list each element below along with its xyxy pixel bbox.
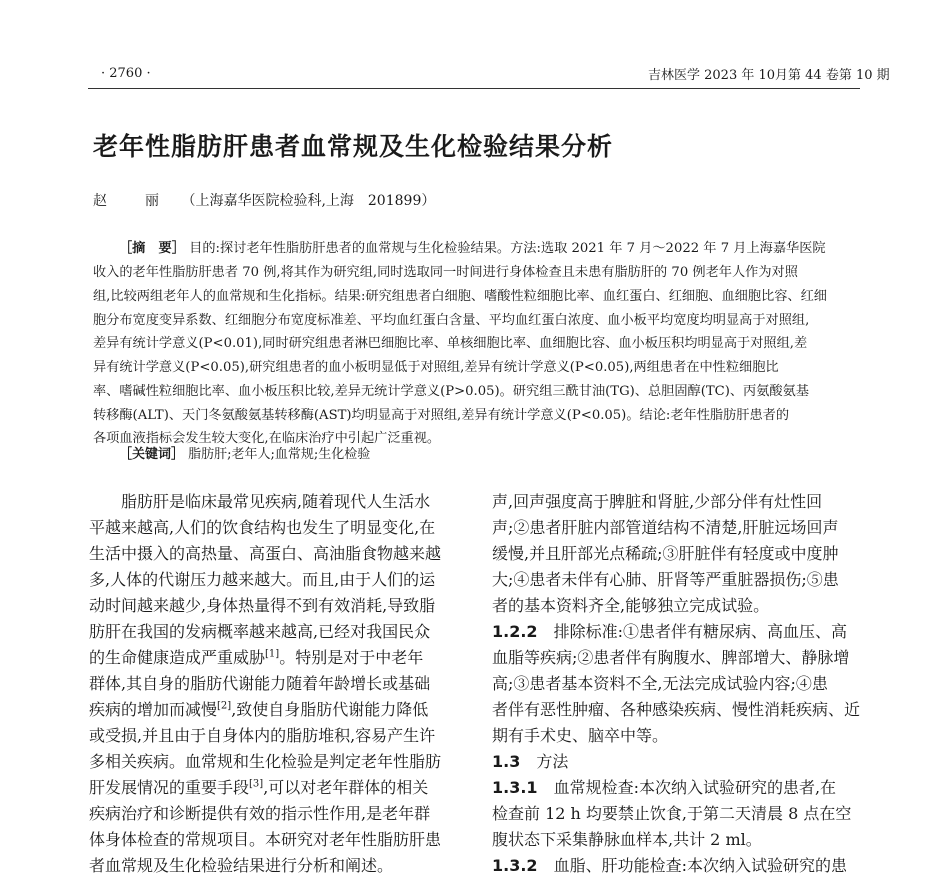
body-line: 期有手术史、脑卒中等。 xyxy=(492,726,669,745)
body-line: 腹状态下采集静脉血样本,共计 2 ml。 xyxy=(492,830,762,849)
body-text: 的生命健康造成严重威胁 xyxy=(89,648,266,667)
body-line: 体身体检查的常规项目。本研究对老年性脂肪肝患 xyxy=(89,830,442,849)
page-number: · 2760 · xyxy=(101,66,151,81)
author-line xyxy=(93,190,435,210)
body-line xyxy=(89,775,428,798)
journal-citation: 吉林医学 2023 年 10月第 44 卷第 10 期 xyxy=(648,68,890,83)
abstract-line xyxy=(119,237,826,256)
body-line: 生活中摄入的高热量、高蛋白、高油脂食物越来越 xyxy=(89,544,442,563)
body-line xyxy=(492,853,847,876)
body-line: 者血常规及生化检验结果进行分析和阐述。 xyxy=(89,856,394,875)
abstract-line: 组,比较两组老年人的血常规和生化指标。结果:研究组患者白细胞、嗜酸性粒细胞比率、血红蛋白、红细胞、血细胞比容、红细 xyxy=(93,289,827,304)
body-line xyxy=(492,619,847,642)
body-text: 。特别是对于中老年 xyxy=(279,648,424,667)
author-affiliation: （上海嘉华医院检验科,上海 201899） xyxy=(181,193,436,209)
body-line: 声,回声强度高于脾脏和肾脏,少部分伴有灶性回 xyxy=(492,492,823,511)
citation-ref: [2] xyxy=(217,700,232,712)
body-line: 平越来越高,人们的饮食结构也发生了明显变化,在 xyxy=(89,518,436,537)
body-line: 肪肝在我国的发病概率越来越高,已经对我国民众 xyxy=(89,622,431,641)
abstract-line: 转移酶(ALT)、天门冬氨酸氨基转移酶(AST)均明显高于对照组,差异有统计学意义(P<0.05)。结论:老年性脂肪肝患者的 xyxy=(93,408,790,423)
body-line: 声;②患者肝脏内部管道结构不清楚,肝脏远场回声 xyxy=(492,518,839,537)
section-heading: 1.3.2 xyxy=(492,856,538,875)
citation-ref: [3] xyxy=(249,778,264,790)
body-line xyxy=(492,749,568,772)
abstract-text: 目的:探讨老年性脂肪肝患者的血常规与生化检验结果。方法:选取 2021 年 7 月～2022 年 7 月上海嘉华医院 xyxy=(189,241,826,256)
body-line: 脂肪肝是临床最常见疾病,随着现代人生活水 xyxy=(89,492,431,511)
body-line: 动时间越来越少,身体热量得不到有效消耗,导致脂 xyxy=(89,596,436,615)
body-line: 多相关疾病。血常规和生化检验是判定老年性脂肪 xyxy=(89,752,442,771)
abstract-line: 收入的老年性脂肪肝患者 70 例,将其作为研究组,同时选取同一时间进行身体检查且未患有脂肪肝的 70 例老年人作为对照 xyxy=(93,265,798,280)
body-line xyxy=(89,645,423,668)
body-line: 血脂等疾病;②患者伴有胸腹水、脾部增大、静脉增 xyxy=(492,648,850,667)
abstract-line: 率、嗜碱性粒细胞比率、血小板压积比较,差异无统计学意义(P>0.05)。研究组三酰甘油(TG)、总胆固醇(TC)、丙氨酸氨基 xyxy=(93,384,809,399)
body-text: ,致使自身脂肪代谢能力降低 xyxy=(231,700,429,719)
body-line: 大;④患者未伴有心肺、肝肾等严重脏器损伤;⑤患 xyxy=(492,570,839,589)
body-text: 排除标准:①患者伴有糖尿病、高血压、高 xyxy=(553,622,847,641)
abstract-label: ［摘 要］ xyxy=(119,241,185,256)
section-title: 方法 xyxy=(536,752,569,771)
keywords-text: 脂肪肝;老年人;血常规;生化检验 xyxy=(188,447,371,462)
keywords-label: ［关键词］ xyxy=(119,447,185,462)
article-title: 老年性脂肪肝患者血常规及生化检验结果分析 xyxy=(93,132,614,161)
body-line: 多,人体的代谢压力越来越大。而且,由于人们的运 xyxy=(89,570,436,589)
body-text: 肝发展情况的重要手段 xyxy=(89,778,250,797)
abstract-line: 胞分布宽度变异系数、红细胞分布宽度标准差、平均血红蛋白含量、平均血红蛋白浓度、血小板平均宽度均明显高于对照组, xyxy=(93,313,810,328)
body-line xyxy=(89,697,428,720)
section-heading: 1.3.1 xyxy=(492,778,538,797)
body-line: 缓慢,并且肝部光点稀疏;③肝脏伴有轻度或中度肿 xyxy=(492,544,839,563)
abstract-line: 差异有统计学意义(P<0.01),同时研究组患者淋巴细胞比率、单核细胞比率、血细胞比容、血小板压积均明显高于对照组,差 xyxy=(93,336,808,351)
body-text: 疾病的增加而减慢 xyxy=(89,700,218,719)
citation-ref: [1] xyxy=(265,648,280,660)
abstract-line: 异有统计学意义(P<0.05),研究组患者的血小板明显低于对照组,差异有统计学意义(P<0.05),两组患者在中性粒细胞比 xyxy=(93,360,779,375)
author-name: 赵 丽 xyxy=(93,193,171,209)
body-text: 血常规检查:本次纳入试验研究的患者,在 xyxy=(553,778,837,797)
abstract-line: 各项血液指标会发生较大变化,在临床治疗中引起广泛重视。 xyxy=(93,431,441,446)
body-text: 血脂、肝功能检查:本次纳入试验研究的患 xyxy=(553,856,847,875)
body-line: 检查前 12 h 均要禁止饮食,于第二天清晨 8 点在空 xyxy=(492,804,852,823)
body-line: 者伴有恶性肿瘤、各种感染疾病、慢性消耗疾病、近 xyxy=(492,700,861,719)
body-text: ,可以对老年群体的相关 xyxy=(263,778,429,797)
section-heading: 1.3 xyxy=(492,752,521,771)
body-line: 或受损,并且由于自身体内的脂肪堆积,容易产生许 xyxy=(89,726,436,745)
body-line: 疾病治疗和诊断提供有效的指示性作用,是老年群 xyxy=(89,804,431,823)
keywords-line xyxy=(119,443,370,462)
section-heading: 1.2.2 xyxy=(492,622,538,641)
body-line xyxy=(492,775,836,798)
body-line: 者的基本资料齐全,能够独立完成试验。 xyxy=(492,596,770,615)
header-rule xyxy=(88,88,860,89)
body-line: 高;③患者基本资料不全,无法完成试验内容;④患 xyxy=(492,674,828,693)
body-line: 群体,其自身的脂肪代谢能力随着年龄增长或基础 xyxy=(89,674,431,693)
